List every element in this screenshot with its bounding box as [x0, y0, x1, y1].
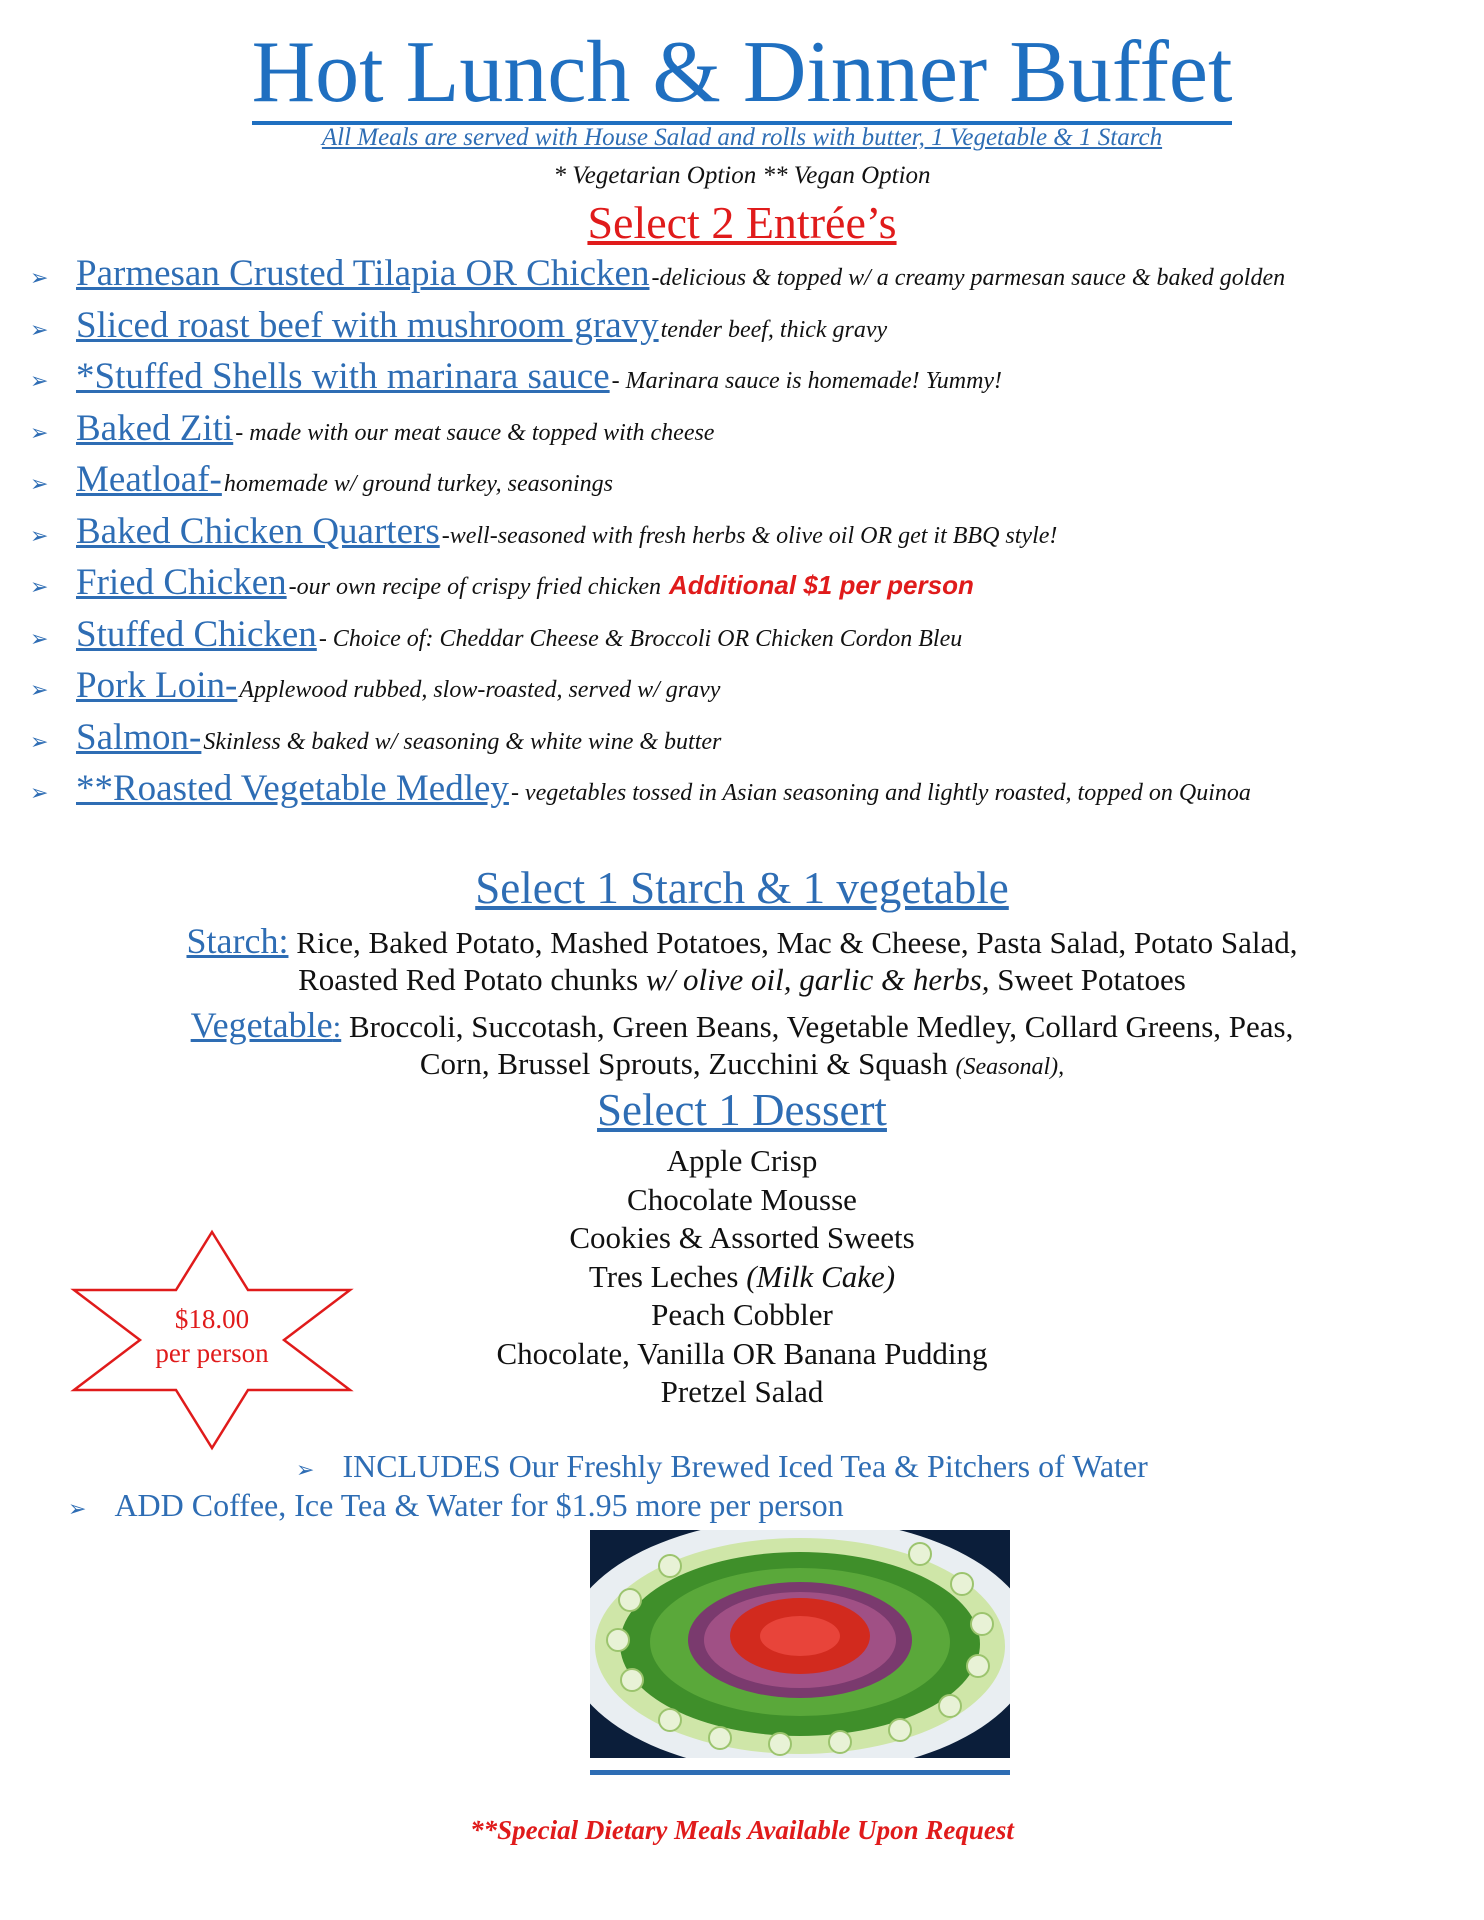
surcharge-note: Additional $1 per person	[669, 570, 974, 600]
arrow-bullet-icon: ➢	[30, 523, 49, 549]
list-item	[30, 355, 1470, 407]
sides-heading-text: Select 1 Starch & 1 vegetable	[475, 863, 1009, 913]
dessert-heading-text: Select 1 Dessert	[597, 1085, 887, 1135]
includes-text: INCLUDES Our Freshly Brewed Iced Tea & Pitchers of Water	[342, 1448, 1148, 1484]
starch-line-2	[0, 962, 1484, 998]
arrow-bullet-icon: ➢	[30, 317, 49, 343]
entree-name: Salmon-	[76, 716, 202, 758]
title-text: Hot Lunch & Dinner Buffet	[252, 24, 1233, 125]
list-item	[30, 664, 1470, 716]
arrow-bullet-icon: ➢	[30, 369, 49, 394]
entree-name: Parmesan Crusted Tilapia OR Chicken	[76, 253, 650, 294]
entree-name: Pork Loin-	[76, 665, 238, 706]
dessert-name: Cookies & Assorted Sweets	[569, 1220, 915, 1255]
entree-desc: tender beef, thick gravy	[660, 316, 888, 343]
arrow-bullet-icon: ➢	[30, 781, 49, 806]
dessert-name: Apple Crisp	[666, 1143, 818, 1178]
sides-heading	[0, 862, 1484, 914]
list-item	[30, 767, 1470, 819]
entree-heading	[0, 196, 1484, 249]
dietary-footer: **Special Dietary Meals Available Upon Request	[470, 1815, 1014, 1845]
entree-name: Baked Chicken Quarters	[76, 510, 440, 552]
entree-desc: - Choice of: Cheddar Cheese & Broccoli OR Chicken Cordon Bleu	[318, 625, 963, 652]
arrow-bullet-icon: ➢	[68, 1497, 87, 1522]
list-item	[0, 1181, 1484, 1220]
divider	[590, 1770, 1010, 1775]
entree-list	[30, 252, 1470, 819]
subtitle: All Meals are served with House Salad and rolls with butter, 1 Vegetable & 1 Starch	[321, 124, 1163, 151]
entree-desc: Skinless & baked w/ seasoning & white wine & butter	[203, 728, 722, 755]
entree-name: Sliced roast beef with mushroom gravy	[76, 304, 659, 346]
includes-line	[296, 1448, 1148, 1485]
list-item	[30, 561, 1470, 613]
list-item	[30, 252, 1470, 304]
starch-options: Rice, Baked Potato, Mashed Potatoes, Mac & Cheese, Pasta Salad, Potato Salad,	[288, 925, 1298, 960]
entree-name: Stuffed Chicken	[76, 613, 317, 655]
starch-line	[0, 920, 1484, 962]
price-amount: $18.00	[174, 1304, 250, 1334]
price-unit: per person	[155, 1338, 269, 1368]
entree-name: *Stuffed Shells with marinara sauce	[76, 356, 610, 397]
vegetable-options: Broccoli, Succotash, Green Beans, Vegetable Medley, Collard Greens, Peas,	[341, 1009, 1294, 1044]
arrow-bullet-icon: ➢	[30, 626, 49, 652]
dessert-heading	[0, 1084, 1484, 1136]
vegetable-line-2	[0, 1046, 1484, 1082]
add-on-text: ADD Coffee, Ice Tea & Water for $1.95 more per person	[114, 1487, 844, 1523]
entree-name: Baked Ziti	[76, 407, 234, 449]
entree-desc: -well-seasoned with fresh herbs & olive oil OR get it BBQ style!	[441, 522, 1058, 549]
vegetable-label-colon: :	[332, 1009, 342, 1044]
add-on-line	[68, 1487, 844, 1524]
starch-options-2: Roasted Red Potato chunks	[298, 962, 646, 997]
list-item	[0, 1142, 1484, 1181]
dessert-name: Chocolate, Vanilla OR Banana Pudding	[496, 1335, 988, 1371]
starch-options-italic: w/ olive oil, garlic & herbs,	[645, 962, 990, 997]
starch-options-3: Sweet Potatoes	[989, 962, 1186, 997]
salad-illustration	[590, 1530, 1010, 1758]
arrow-bullet-icon: ➢	[30, 420, 49, 446]
entree-name: Meatloaf-	[76, 459, 222, 500]
vegetable-label: Vegetable	[190, 1005, 333, 1045]
entree-desc: -our own recipe of crispy fried chicken	[288, 574, 661, 600]
list-item	[30, 510, 1470, 562]
dessert-name: Chocolate Mousse	[627, 1181, 857, 1217]
list-item	[30, 407, 1470, 459]
entree-desc: homemade w/ ground turkey, seasonings	[223, 471, 613, 497]
arrow-bullet-icon: ➢	[30, 575, 49, 600]
starch-label: Starch:	[186, 921, 289, 961]
salad-photo	[590, 1530, 1010, 1758]
dessert-note: (Milk Cake)	[746, 1258, 896, 1294]
list-item	[30, 716, 1470, 768]
entree-desc: - Marinara sauce is homemade! Yummy!	[611, 368, 1003, 394]
vegetable-options-2: Corn, Brussel Sprouts, Zucchini & Squash	[419, 1046, 956, 1081]
dessert-name: Pretzel Salad	[660, 1374, 824, 1409]
list-item	[30, 613, 1470, 665]
seasonal-note: (Seasonal),	[955, 1054, 1065, 1080]
arrow-bullet-icon: ➢	[30, 678, 49, 703]
arrow-bullet-icon: ➢	[30, 729, 49, 755]
price-star-badge	[70, 1228, 354, 1452]
vegetable-line	[0, 1004, 1484, 1046]
entree-desc: -delicious & topped w/ a creamy parmesan sauce & baked golden	[651, 265, 1286, 291]
entree-name: Fried Chicken	[76, 562, 287, 603]
entree-name: **Roasted Vegetable Medley	[76, 768, 509, 809]
entree-heading-text: Select 2 Entrée’s	[587, 197, 897, 248]
entree-desc: - made with our meat sauce & topped with cheese	[235, 419, 715, 446]
dietary-key: * Vegetarian Option ** Vegan Option	[553, 162, 931, 189]
entree-desc: - vegetables tossed in Asian seasoning and lightly roasted, topped on Quinoa	[510, 780, 1251, 806]
page-title	[0, 22, 1484, 123]
arrow-bullet-icon: ➢	[30, 266, 49, 291]
list-item	[30, 458, 1470, 510]
entree-desc: Applewood rubbed, slow-roasted, served w/ gravy	[239, 677, 721, 703]
dessert-name: Tres Leches	[588, 1258, 747, 1294]
dessert-name: Peach Cobbler	[651, 1297, 833, 1332]
arrow-bullet-icon: ➢	[296, 1458, 315, 1483]
arrow-bullet-icon: ➢	[30, 472, 49, 497]
list-item	[30, 304, 1470, 356]
